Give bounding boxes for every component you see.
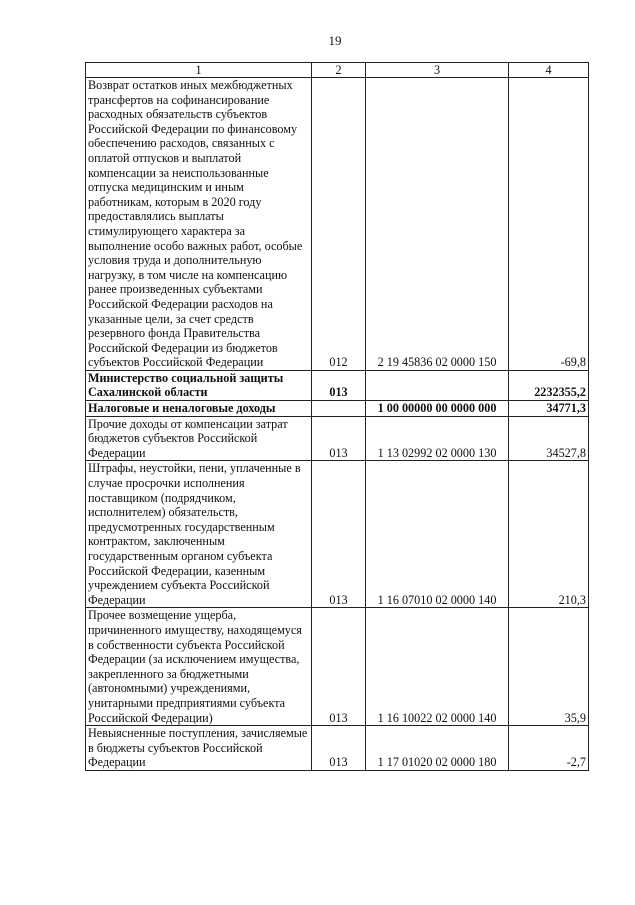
amount: 2232355,2 [509, 370, 589, 400]
amount: 34771,3 [509, 401, 589, 417]
table-row [86, 608, 589, 726]
column-header-1: 1 [86, 63, 312, 78]
revenue-name: Налоговые и неналоговые доходы [86, 401, 312, 417]
revenue-name: Прочее возмещение ущерба, причиненного имуществу, находящемуся в собственности субъекта Российской Федерации (за исключением имущества, закрепленного за бюджетными (автономными) учреждениями, унитарными предприятиями субъекта Российской Федерации) [86, 608, 312, 726]
budget-classification-code: 2 19 45836 02 0000 150 [366, 78, 509, 371]
page-number: 19 [328, 33, 342, 48]
column-header-2: 2 [312, 63, 366, 78]
column-header-3: 3 [366, 63, 509, 78]
table-row [86, 416, 589, 461]
table-row [86, 726, 589, 771]
administrator-code: 013 [312, 416, 366, 461]
revenue-name: Прочие доходы от компенсации затрат бюджетов субъектов Российской Федерации [86, 416, 312, 461]
column-header-4: 4 [509, 63, 589, 78]
budget-classification-code: 1 16 07010 02 0000 140 [366, 461, 509, 608]
amount: 210,3 [509, 461, 589, 608]
administrator-code: 013 [312, 370, 366, 400]
revenue-name: Возврат остатков иных межбюджетных трансфертов на софинансирование расходных обязательств субъектов Российской Федерации по финансовому обеспечению расходов, связанных с оплатой отпусков и выплатой компенсации за неиспользованные отпуска медицинским и иным работникам, которым в 2020 году предоставлялись выплаты стимулирующего характера за выполнение особо важных работ, особые условия труда и дополнительную нагрузку, в том числе на компенсацию ранее произведенных субъектами Российской Федерации расходов на указанные цели, за счет средств резервного фонда Правительства Российской Федерации из бюджетов субъектов Российской Федерации [86, 78, 312, 371]
budget-classification-code: 1 17 01020 02 0000 180 [366, 726, 509, 771]
administrator-code: 013 [312, 608, 366, 726]
budget-classification-code: 1 16 10022 02 0000 140 [366, 608, 509, 726]
amount: -69,8 [509, 78, 589, 371]
revenue-name: Министерство социальной защиты Сахалинской области [86, 370, 312, 400]
amount: 34527,8 [509, 416, 589, 461]
table-row-subtotal [86, 401, 589, 417]
amount: 35,9 [509, 608, 589, 726]
table-row [86, 78, 589, 371]
administrator-code [312, 401, 366, 417]
administrator-code: 013 [312, 461, 366, 608]
budget-revenue-table [85, 62, 589, 771]
revenue-name: Невыясненные поступления, зачисляемые в бюджеты субъектов Российской Федерации [86, 726, 312, 771]
budget-classification-code [366, 370, 509, 400]
budget-classification-code: 1 00 00000 00 0000 000 [366, 401, 509, 417]
administrator-code: 012 [312, 78, 366, 371]
revenue-name: Штрафы, неустойки, пени, уплаченные в случае просрочки исполнения поставщиком (подрядчиком, исполнителем) обязательств, предусмотренных государственным контрактом, заключенным государственным органом субъекта Российской Федерации, казенным учреждением субъекта Российской Федерации [86, 461, 312, 608]
budget-classification-code: 1 13 02992 02 0000 130 [366, 416, 509, 461]
amount: -2,7 [509, 726, 589, 771]
column-number-row [86, 63, 589, 78]
administrator-code: 013 [312, 726, 366, 771]
table-row [86, 461, 589, 608]
table-row-ministry [86, 370, 589, 400]
